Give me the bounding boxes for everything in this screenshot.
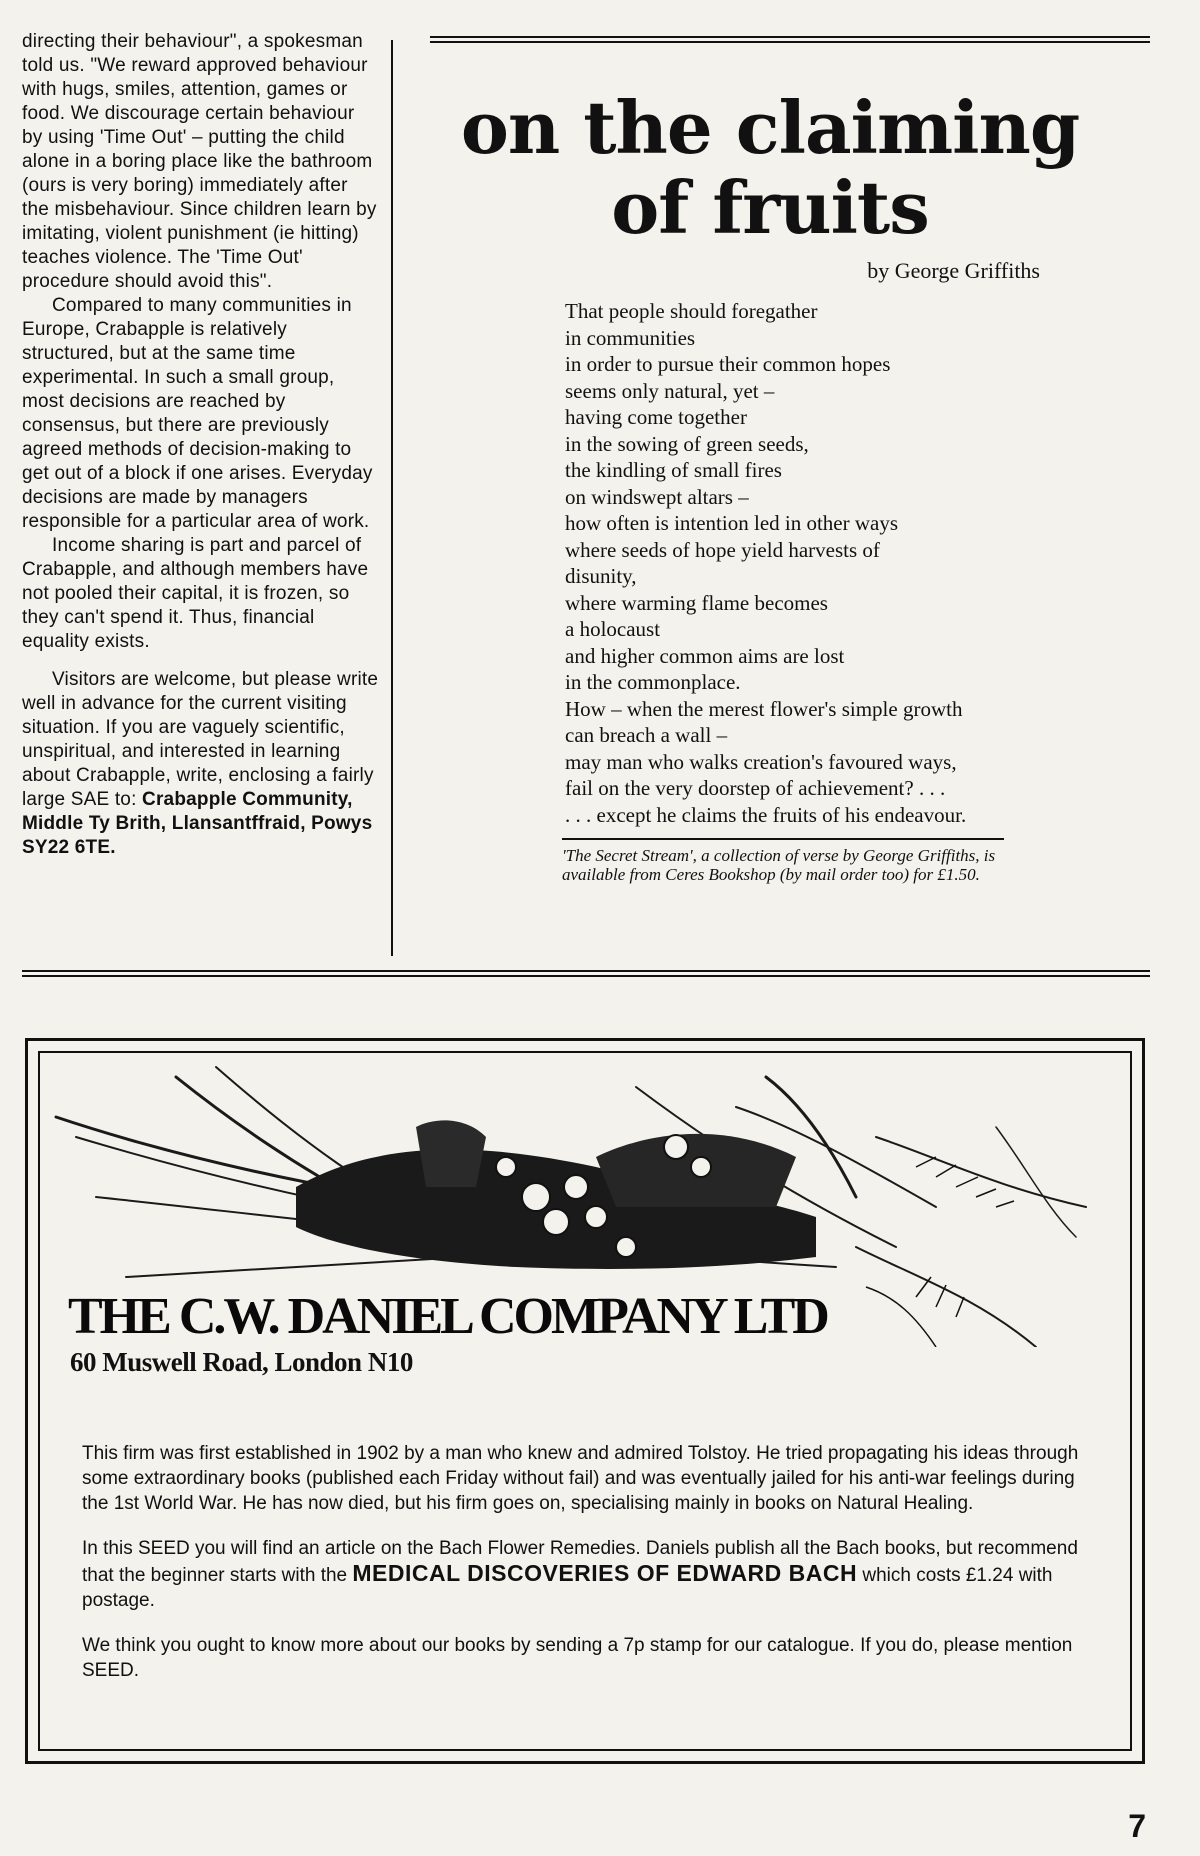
article-paragraph: Income sharing is part and parcel of Crabapple, and although members have not pooled their capital, it is frozen, so they can't spend it. Thus, financial equality exists. <box>22 535 369 652</box>
poem-line: How – when the merest flower's simple growth <box>565 696 963 721</box>
ad-text-span: In this SEED you will find an article on the Bach Flower Remedies. Daniels publish all the Bach books, but recommend that the beginner starts with the <box>82 1538 1078 1586</box>
poem-line: in the commonplace. <box>565 670 741 694</box>
ad-company-name: THE C.W. DANIEL COMPANY LTD <box>68 1288 827 1345</box>
poem-note: 'The Secret Stream', a collection of verse by George Griffiths, is available from Ceres Bookshop (by mail order too) for £1.50. <box>562 846 996 884</box>
article-paragraph: Compared to many communities in Europe, Crabapple is relatively structured, but at the same time experimental. In such a small group, most decisions are reached by consensus, but there are previously agreed methods of decision-making to get out of a block if one arises. Everyday decisions are made by managers responsible for a particular area of work. <box>22 295 373 532</box>
poem-line: a holocaust <box>565 617 661 641</box>
ad-text-span: which costs £1.24 with postage. <box>82 1565 1053 1611</box>
poem-title-line: on the claiming <box>460 85 1080 170</box>
poem-line: where warming flame becomes <box>565 590 828 615</box>
poem-line: on windswept altars – <box>565 484 749 509</box>
ad-paragraph: This firm was first established in 1902 by a man who knew and admired Tolstoy. He tried propagating his ideas through some extraordinary books (published each Friday without fail) and was eventually jailed for his anti-war feelings during the 1st World War. He has now died, but his firm goes on, specialising mainly in books on Natural Healing. <box>82 1443 1079 1514</box>
article-column <box>22 30 380 860</box>
poem-line: fail on the very doorstep of achievement? . . . <box>565 776 946 800</box>
poem-line: disunity, <box>565 564 637 588</box>
poem-line: and higher common aims are lost <box>565 643 845 668</box>
book-title: MEDICAL DISCOVERIES OF EDWARD BACH <box>352 1560 858 1586</box>
section-rule <box>22 970 1150 977</box>
article-paragraph <box>22 668 380 860</box>
poem-line: the kindling of small fires <box>565 458 782 482</box>
poem-body <box>565 298 1045 828</box>
poem-line: in order to pursue their common hopes <box>565 352 891 376</box>
poem-line: may man who walks creation's favoured ways, <box>565 749 957 774</box>
article-paragraph: directing their behaviour", a spokesman told us. "We reward approved behaviour with hugs, smiles, attention, games or food. We discourage certain behaviour by using 'Time Out' – putting the child alone in a boring place like the bathroom (ours is very boring) immediately after the misbehaviour. Since children learn by imitating, violent punishment (ie hitting) teaches violence. The 'Time Out' procedure should avoid this". <box>22 31 377 292</box>
page-number: 7 <box>1128 1808 1146 1844</box>
poem-line: can breach a wall – <box>565 723 728 747</box>
column-divider <box>391 40 393 956</box>
advertisement <box>25 1038 1145 1764</box>
note-rule <box>562 838 1004 840</box>
poem-title <box>430 85 1110 250</box>
ad-body <box>82 1441 1082 1703</box>
poem-line: where seeds of hope yield harvests of <box>565 537 880 562</box>
ad-paragraph: We think you ought to know more about our books by sending a 7p stamp for our catalogue. If you do, please mention SEED. <box>82 1635 1073 1681</box>
top-rule <box>430 36 1150 43</box>
poem-line: in the sowing of green seeds, <box>565 431 809 456</box>
ad-address: 60 Muswell Road, London N10 <box>70 1347 413 1377</box>
poem-title-line: of fruits <box>611 165 929 250</box>
poem-line: That people should foregather <box>565 299 818 323</box>
poem-line: seems only natural, yet – <box>565 378 775 403</box>
ad-paragraph <box>82 1536 1082 1613</box>
poem-line: how often is intention led in other ways <box>565 511 899 535</box>
poem-line: having come together <box>565 405 747 429</box>
poem-line: in communities <box>565 325 696 350</box>
contact-address: Crabapple Community, Middle Ty Brith, Llansantffraid, Powys SY22 6TE. <box>22 789 373 858</box>
poem-line: . . . except he claims the fruits of his endeavour. <box>565 802 967 827</box>
poem-byline: by George Griffiths <box>867 258 1040 283</box>
visitors-text: Visitors are welcome, but please write well in advance for the current visiting situation. If you are vaguely scientific, unspiritual, and interested in learning about Crabapple, write, enclosing a fairly large SAE to: <box>22 669 379 810</box>
